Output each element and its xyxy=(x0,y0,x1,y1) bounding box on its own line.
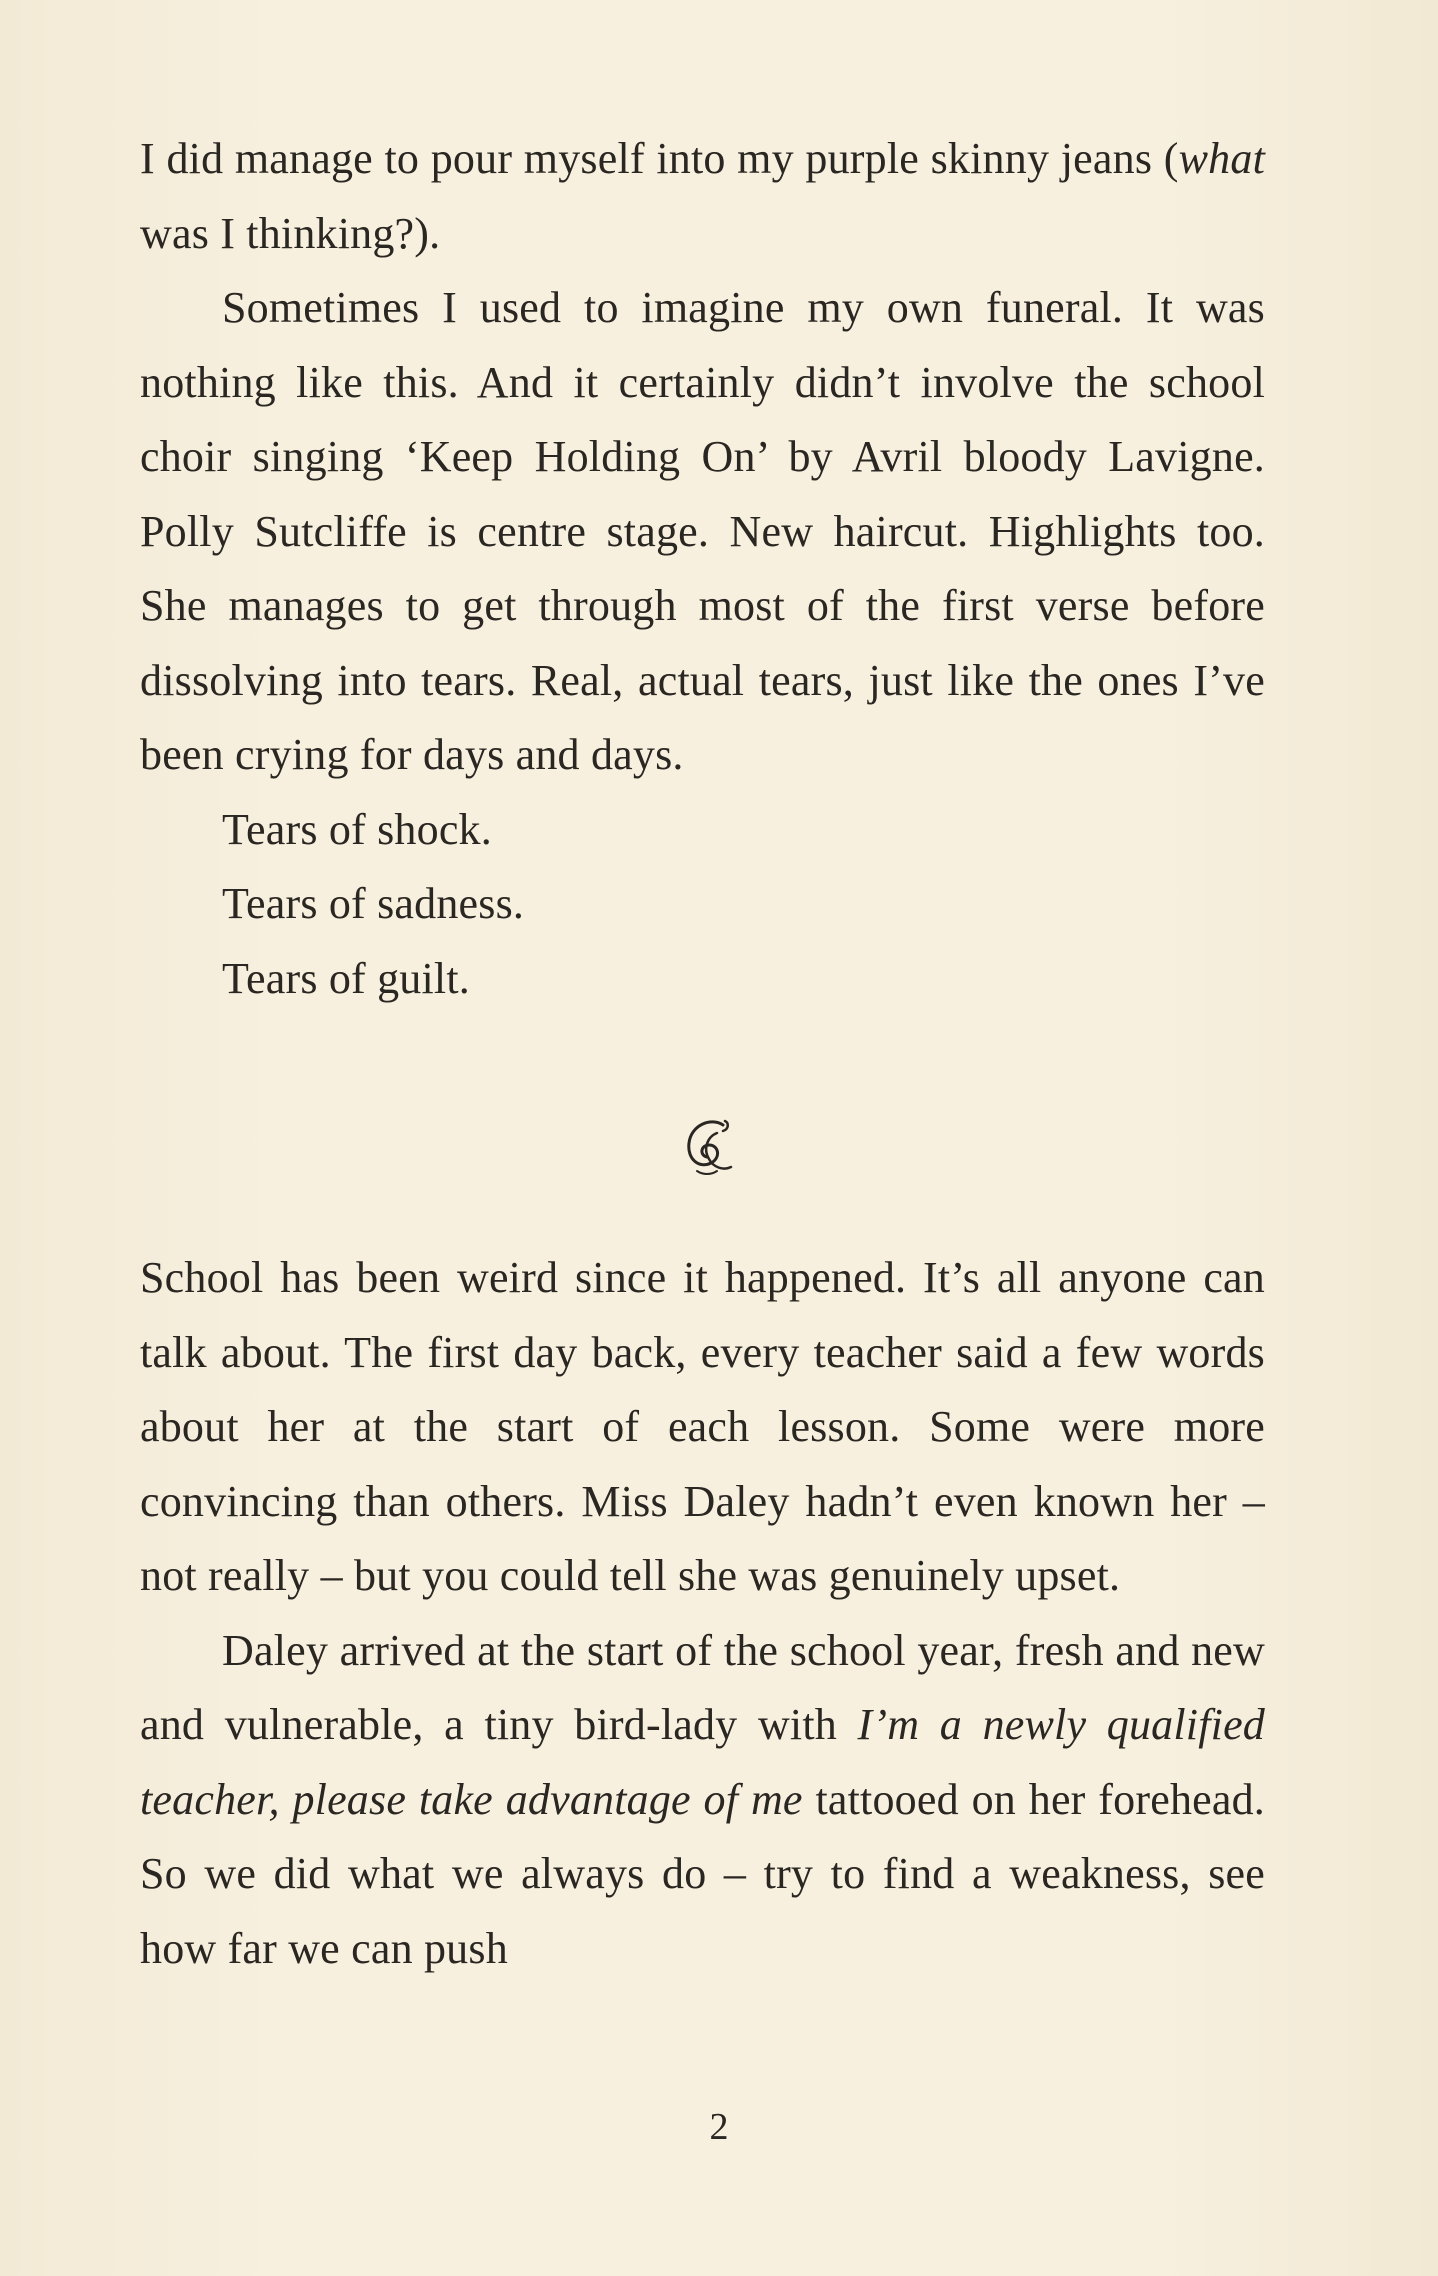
paragraph-text: was I thinking?). xyxy=(140,208,441,258)
paragraph-text: Daley arrived at the start of the school year, fresh and new and vulnerable, a tiny bird-lady with xyxy=(140,1625,1265,1749)
line-tears-sadness: Tears of sadness. xyxy=(222,879,525,928)
paragraph-text: I did manage to pour myself into my purple skinny jeans ( xyxy=(140,134,1179,183)
line-tears-guilt: Tears of guilt. xyxy=(222,953,470,1003)
emphasis-text: what xyxy=(1178,134,1265,183)
text-section-bottom xyxy=(140,1241,1265,1986)
paragraph-daley xyxy=(140,1614,1265,1987)
paragraph-text: tattooed on her forehead. So we did what we always do – try to find a weakness, see how far we can push xyxy=(140,1774,1265,1973)
page-number: 2 xyxy=(709,2106,729,2148)
scroll-flourish-icon xyxy=(677,1113,737,1183)
paragraph-school-weird: School has been weird since it happened. It’s all anyone can talk about. The first day back, every teacher said a few words about her at the start of each lesson. Some were more convincing than others. Miss Daley hadn’t even known her – not really – but you could tell she was genuinely upset. xyxy=(140,1253,1265,1600)
emphasis-text: I’m a newly qualified teacher, please take advantage of me xyxy=(140,1700,1266,1824)
line-tears-shock: Tears of shock. xyxy=(222,804,492,854)
paragraph-skinny-jeans xyxy=(140,122,1265,271)
text-section-top xyxy=(140,122,1265,1016)
paragraph-funeral: Sometimes I used to imagine my own funeral. It was nothing like this. And it certainly didn’t involve the school choir singing ‘Keep Holding On’ by Avril bloody Lavigne. Polly Sutcliffe is centre stage. New haircut. Highlights too. She manages to get through most of the first verse before dissolving into tears. Real, actual tears, just like the ones I’ve been crying for days and days. xyxy=(140,283,1265,779)
